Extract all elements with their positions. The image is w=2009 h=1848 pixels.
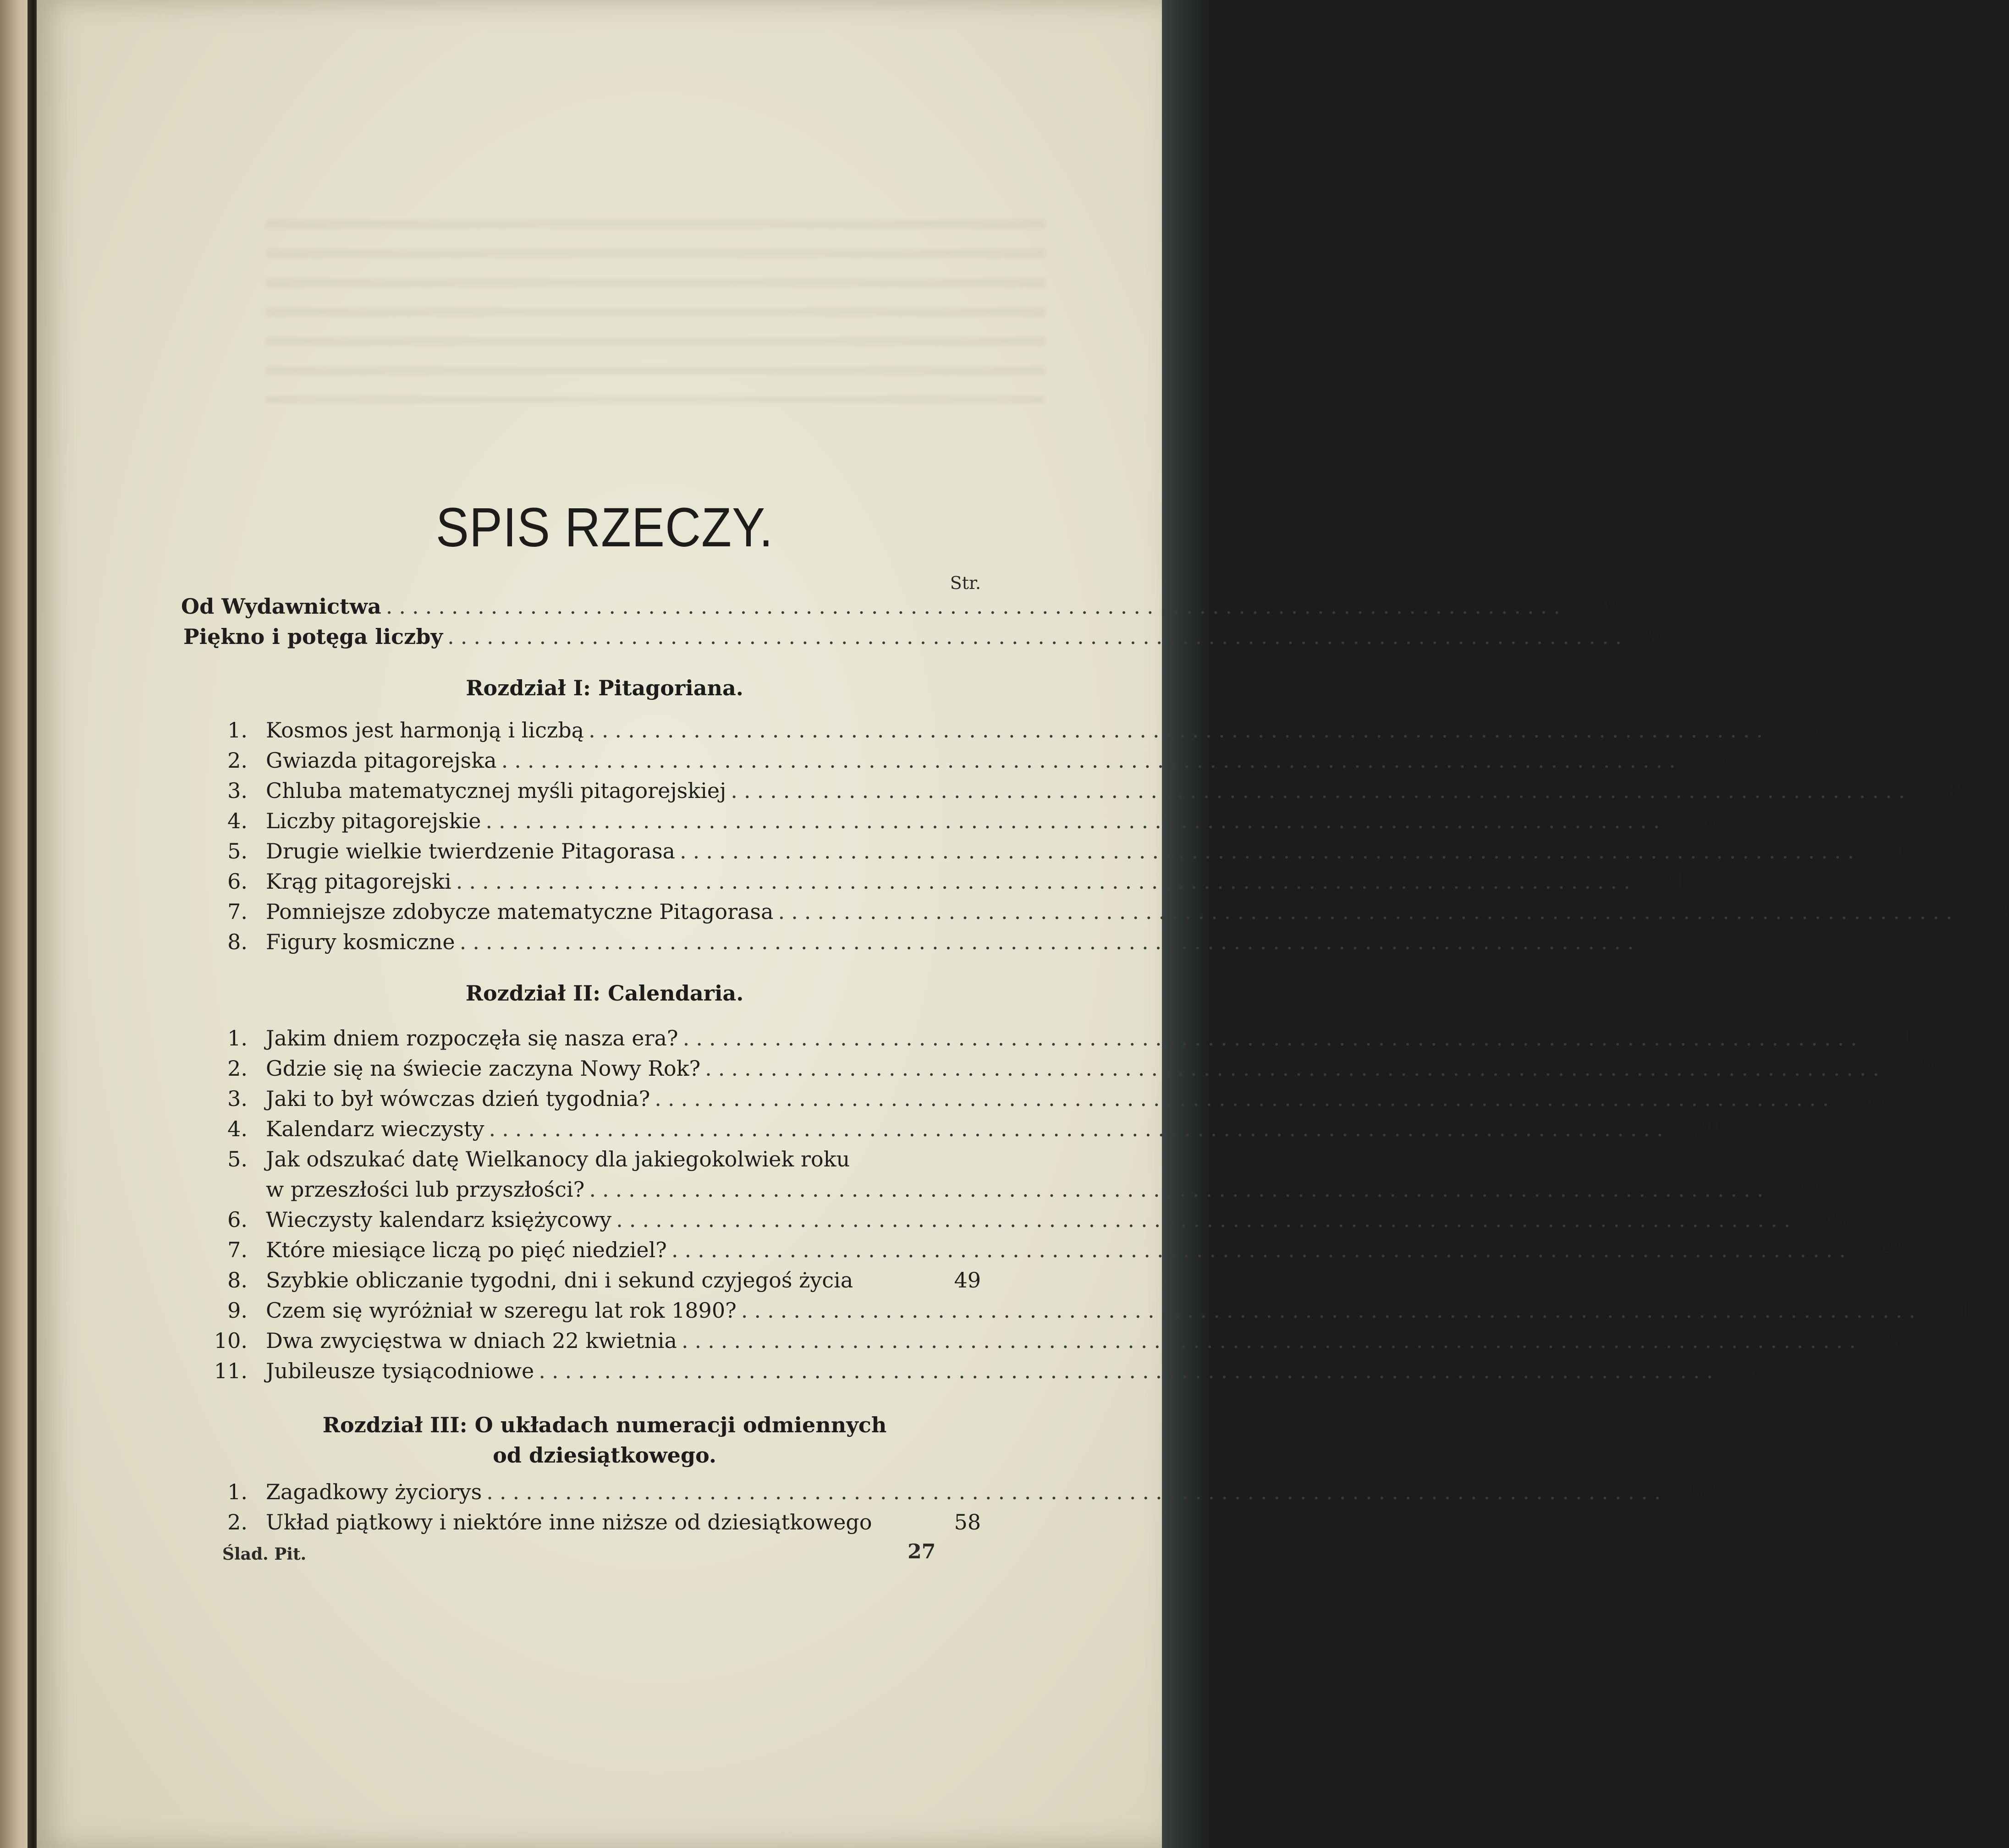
toc-entry — [202, 1053, 1937, 1084]
toc-entry — [202, 1235, 1903, 1265]
toc-entry-page: 35 — [1859, 1086, 1886, 1111]
toc-entry-text: w przeszłości lub przyszłości? — [266, 1177, 585, 1202]
toc-entry — [202, 866, 1687, 896]
toc-entry-number: 9. — [227, 1298, 248, 1323]
toc-entry-page: 20 — [1884, 839, 1911, 864]
toc-entry-page: 25 — [1664, 930, 1691, 954]
toc-entry-number: 6. — [227, 869, 248, 894]
bleed-through-text — [266, 220, 1045, 403]
toc-entry-number: 6. — [227, 1207, 248, 1232]
toc-entry-number: 5. — [227, 839, 248, 864]
toc-entry-page: 31 — [1887, 1026, 1914, 1050]
chapter-heading: Rozdział I: Pitagoriana. — [466, 676, 743, 700]
toc-entry — [202, 776, 1962, 806]
toc-entry — [202, 896, 2009, 927]
toc-entry-number: 3. — [227, 1086, 248, 1111]
leader-dots: .......................................................................................... — [683, 1026, 1864, 1050]
leader-dots: .......................................................................................... — [616, 1207, 1797, 1232]
toc-entry — [202, 1084, 1886, 1114]
toc-entry-page: 7 — [1719, 748, 1733, 773]
toc-entry-page: 52 — [1743, 1358, 1770, 1383]
toc-entry — [202, 1477, 1718, 1507]
toc-entry-text: Kalendarz wieczysty — [266, 1116, 484, 1141]
chapter-heading-line2: od dziesiątkowego. — [493, 1443, 716, 1468]
leader-dots: .......................................................................................... — [681, 1328, 1862, 1353]
toc-entry-page: 58 — [954, 1510, 981, 1534]
leader-dots: .......................................................................................... — [459, 930, 1640, 954]
toc-entry-text: Kosmos jest harmonją i liczbą — [266, 718, 584, 742]
toc-entry-number: 4. — [227, 1116, 248, 1141]
leader-dots: .......................................................................................... — [741, 1298, 1922, 1323]
leader-dots: .......................................................................................... — [485, 808, 1667, 833]
toc-entry-text: Od Wydawnictwa — [181, 594, 381, 619]
toc-entry-text: Czem się wyróżniał w szeregu lat rok 1890? — [266, 1298, 737, 1323]
toc-entry-text: Które miesiące liczą po pięć niedziel? — [266, 1238, 667, 1262]
leader-dots: .......................................................................................... — [539, 1358, 1720, 1383]
toc-entry-number: 2. — [227, 1510, 248, 1534]
toc-entry — [183, 622, 1679, 652]
leader-dots: .......................................................................................... — [456, 869, 1637, 894]
toc-entry-page: V — [1602, 594, 1617, 619]
leader-dots: .......................................................................................... — [705, 1056, 1886, 1081]
toc-entry-text: Układ piątkowy i niektóre inne niższe od dziesiątkowego — [266, 1510, 872, 1534]
toc-entry — [202, 1144, 981, 1174]
toc-entry-number: 2. — [227, 748, 248, 773]
leader-dots: .......................................................................................... — [778, 899, 1959, 924]
toc-entry-text: Jak odszukać datę Wielkanocy dla jakiegokolwiek roku — [266, 1147, 850, 1172]
leader-dots: .......................................................................................... — [486, 1480, 1668, 1504]
toc-entry — [181, 591, 1617, 622]
toc-entry-page: 5 — [1806, 718, 1820, 742]
toc-entry-number: 4. — [227, 808, 248, 833]
toc-entry-page: 49 — [954, 1268, 981, 1292]
toc-entry-page: 32 — [1909, 1056, 1937, 1081]
leader-dots: .......................................................................................... — [501, 748, 1682, 773]
leader-dots: .......................................................................................... — [385, 594, 1567, 619]
toc-entry-text: Gdzie się na świecie zaczyna Nowy Rok? — [266, 1056, 701, 1081]
leader-dots: .......................................................................................... — [671, 1238, 1852, 1262]
toc-entry-number: 8. — [227, 930, 248, 954]
leader-dots: .......................................................................................... — [489, 1116, 1670, 1141]
toc-entry-page: 23 — [1982, 899, 2009, 924]
toc-entry-continuation — [202, 1174, 1821, 1204]
toc-entry-page: 51 — [1945, 1298, 1972, 1323]
leader-dots: .......................................................................................... — [731, 778, 1912, 803]
toc-entry-page: 21 — [1660, 869, 1687, 894]
toc-entry-text: Figury kosmiczne — [266, 930, 455, 954]
toc-entry — [202, 836, 1911, 866]
printer-signature: Ślad. Pit. — [222, 1545, 307, 1564]
sheet-number: 27 — [908, 1540, 936, 1563]
toc-entry — [202, 715, 1820, 745]
toc-entry — [202, 1295, 1972, 1326]
page-title: SPIS RZECZY. — [435, 496, 774, 558]
toc-entry-number: 11. — [214, 1358, 248, 1383]
toc-entry-page: VII — [1646, 624, 1679, 649]
toc-entry-text: Zagadkowy życiorys — [266, 1480, 482, 1504]
toc-entry-number: 7. — [227, 1238, 248, 1262]
toc-entry-text: Pomniejsze zdobycze matematyczne Pitagorasa — [266, 899, 774, 924]
toc-entry-number: 1. — [227, 1026, 248, 1050]
chapter-heading: Rozdział II: Calendaria. — [465, 981, 744, 1006]
toc-entry-text: Drugie wielkie twierdzenie Pitagorasa — [266, 839, 675, 864]
toc-entry-text: Piękno i potęga liczby — [183, 624, 443, 649]
chapter-heading: Rozdział III: O układach numeracji odmiennych — [322, 1413, 887, 1437]
toc-entry — [202, 1023, 1914, 1053]
page-column-header: Str. — [950, 573, 981, 593]
toc-entry-page: 57 — [1690, 1480, 1718, 1504]
toc-entry — [202, 745, 1733, 776]
toc-entry-page: 47 — [1876, 1238, 1903, 1262]
toc-entry-number: 5. — [227, 1147, 248, 1172]
toc-entry-page: 8 — [1948, 778, 1962, 803]
toc-entry-number: 1. — [227, 1480, 248, 1504]
toc-entry-text: Jakim dniem rozpoczęła się nasza era? — [266, 1026, 678, 1050]
toc-entry — [202, 1204, 1848, 1235]
toc-entry-page: 42 — [1793, 1177, 1821, 1202]
leader-dots: .......................................................................................... — [589, 718, 1770, 742]
leader-dots: .......................................................................................... — [679, 839, 1860, 864]
toc-entry — [202, 927, 1691, 957]
toc-entry-text: Jaki to był wówczas dzień tygodnia? — [266, 1086, 650, 1111]
toc-entry-number: 3. — [227, 778, 248, 803]
toc-entry — [202, 1114, 1720, 1144]
toc-entry-page: 18 — [1690, 808, 1717, 833]
toc-entry-page: 39 — [1693, 1116, 1720, 1141]
toc-entry-number: 8. — [227, 1268, 248, 1292]
toc-entry-page: 45 — [1820, 1207, 1848, 1232]
toc-entry-text: Wieczysty kalendarz księżycowy — [266, 1207, 612, 1232]
toc-entry-text: Dwa zwycięstwa w dniach 22 kwietnia — [266, 1328, 677, 1353]
toc-entry-number: 7. — [227, 899, 248, 924]
toc-entry — [202, 1507, 981, 1537]
toc-entry-text: Szybkie obliczanie tygodni, dni i sekund czyjegoś życia — [266, 1268, 853, 1292]
toc-entry-text: Chluba matematycznej myśli pitagorejskiej — [266, 778, 727, 803]
toc-entry-text: Krąg pitagorejski — [266, 869, 451, 894]
toc-entry-text: Jubileusze tysiącodniowe — [266, 1358, 534, 1383]
toc-entry-text: Gwiazda pitagorejska — [266, 748, 497, 773]
leader-dots: .......................................................................................... — [447, 624, 1629, 649]
leader-dots: .......................................................................................... — [655, 1086, 1836, 1111]
toc-entry-number: 2. — [227, 1056, 248, 1081]
toc-entry-text: Liczby pitagorejskie — [266, 808, 481, 833]
leader-dots: .......................................................................................... — [589, 1177, 1770, 1202]
toc-entry — [202, 1265, 981, 1295]
toc-entry-page: 52 — [1886, 1328, 1913, 1353]
toc-entry — [202, 806, 1717, 836]
toc-entry-number: 10. — [214, 1328, 248, 1353]
toc-entry — [202, 1356, 1770, 1386]
toc-entry — [202, 1326, 1913, 1356]
toc-entry-number: 1. — [227, 718, 248, 742]
